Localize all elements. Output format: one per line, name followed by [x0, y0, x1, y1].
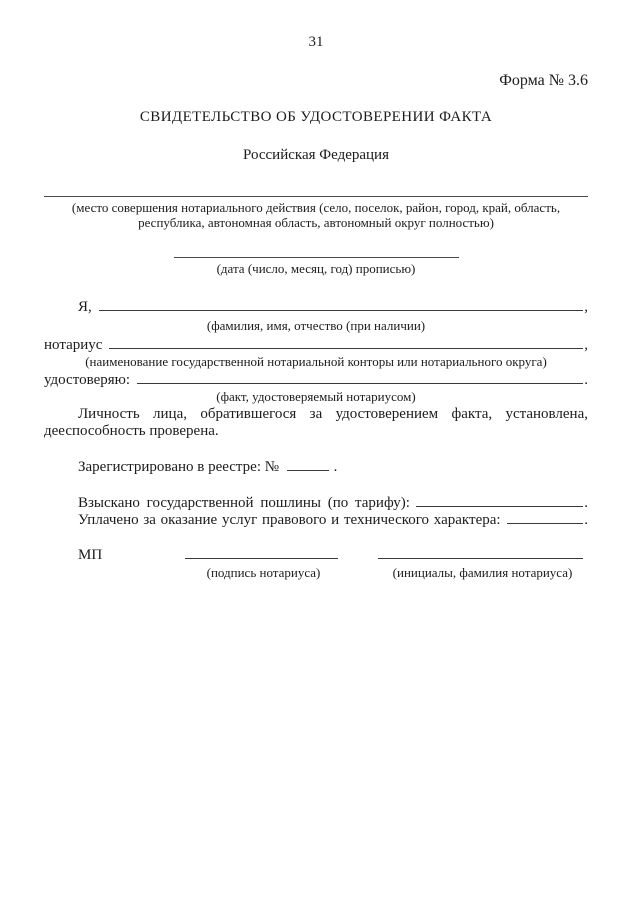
state-fee-row: [44, 495, 588, 512]
signature-caption: (подпись нотариуса): [206, 564, 321, 580]
state-fee-trailing-period: .: [584, 495, 588, 512]
notary-office-blank-line: [109, 347, 583, 349]
place-field-caption: [44, 200, 588, 231]
date-field-caption: (дата (число, месяц, год) прописью): [216, 260, 416, 276]
registry-row: [44, 459, 588, 476]
services-fee-blank-line: [507, 522, 584, 524]
page-number: 31: [308, 34, 324, 50]
notary-office-trailing-comma: ,: [584, 336, 588, 353]
registry-number-blank-line: [287, 469, 329, 471]
notary-name-row: [44, 299, 588, 316]
place-blank-line: [44, 163, 588, 197]
attested-fact-trailing-period: .: [584, 371, 588, 388]
signature-captions: [44, 566, 588, 580]
form-number-label: Форма № 3.6: [499, 71, 588, 89]
notary-office-row: [44, 337, 588, 354]
state-fee-blank-line: [416, 505, 583, 507]
notary-name-prefix: Я,: [78, 299, 92, 316]
state-fee-prefix: Взыскано государственной пошлины (по тарифу):: [78, 495, 410, 512]
country-subtitle: Российская Федерация: [243, 146, 389, 163]
notary-name-trailing-comma: ,: [584, 299, 588, 316]
place-caption-line2: республика, автономная область, автономный округ полностью): [138, 215, 494, 231]
attested-fact-row: [44, 372, 588, 389]
initials-surname-caption: (инициалы, фамилия нотариуса): [392, 564, 573, 580]
attested-fact-prefix: удостоверяю:: [44, 371, 131, 388]
notary-name-caption: (фамилия, имя, отчество (при наличии): [206, 317, 426, 333]
notary-office-caption: (наименование государственной нотариальной конторы или нотариального округа): [85, 354, 547, 370]
seal-mark: МП: [78, 547, 103, 564]
notary-name-blank-line: [99, 309, 583, 311]
document-title: СВИДЕТЕЛЬСТВО ОБ УДОСТОВЕРЕНИИ ФАКТА: [139, 109, 493, 126]
place-caption-line1: (место совершения нотариального действия (село, поселок, район, город, край, область,: [71, 200, 561, 216]
initials-surname-blank-line: [378, 557, 583, 559]
services-fee-trailing-period: .: [584, 512, 588, 529]
date-blank-line: [174, 231, 459, 258]
notary-office-prefix: нотариус: [44, 336, 103, 353]
signature-blank-line: [185, 557, 338, 559]
attested-fact-blank-line: [137, 382, 583, 384]
identity-statement: Личность лица, обратившегося за удостоверением факта, установлена, дееспособность проверена.: [44, 405, 588, 439]
attested-fact-caption: (факт, удостоверяемый нотариусом): [216, 389, 416, 405]
services-fee-prefix: Уплачено за оказание услуг правового и технического характера:: [78, 512, 501, 529]
signature-row: [44, 547, 588, 564]
registry-trailing-period: .: [333, 458, 338, 475]
registry-prefix: Зарегистрировано в реестре: №: [78, 458, 280, 475]
services-fee-row: [44, 512, 588, 529]
